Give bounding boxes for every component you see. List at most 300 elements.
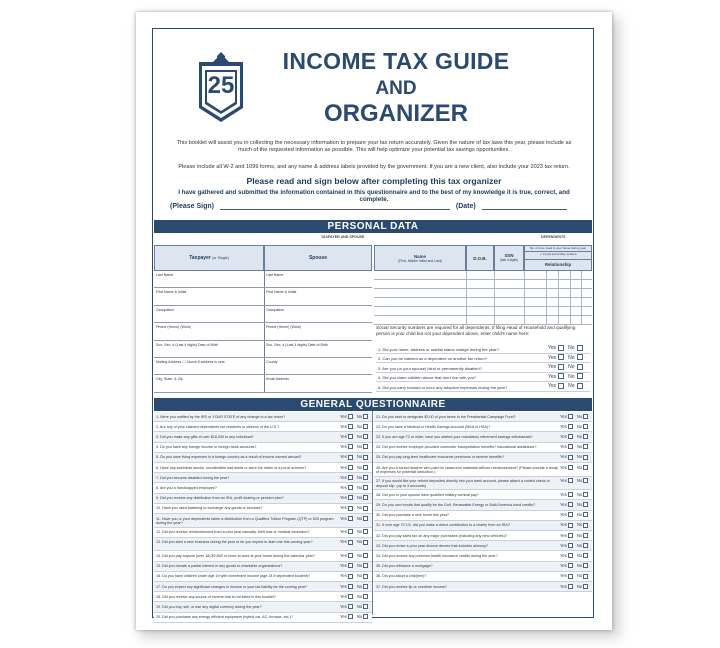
general-question-text: 32. Did you pay sales tax on any major purchases (including any new vehicles)? <box>376 533 507 538</box>
dependent-row[interactable] <box>374 307 592 316</box>
dependent-cell-divider <box>494 316 495 325</box>
no-label: No <box>356 603 363 609</box>
no-label: No <box>356 423 363 429</box>
general-question-yes-no <box>560 465 588 470</box>
general-question-text: 33. Did you revise a prior year divorce decree that includes alimony? <box>376 543 488 548</box>
general-question-text: 21. Do you wish to designate $3.00 of your taxes to the Presidential Campaign Fund? <box>376 414 516 419</box>
date-label: (Date) <box>455 203 476 210</box>
taxpayer-field[interactable] <box>154 341 264 358</box>
dependent-cell-divider <box>524 307 525 316</box>
no-label: No <box>356 495 363 501</box>
dependent-cell-divider <box>570 307 571 316</box>
dependent-cell-divider <box>494 307 495 316</box>
spouse-field[interactable] <box>264 288 372 305</box>
organizer-page <box>136 12 612 630</box>
no-checkbox[interactable] <box>363 584 368 589</box>
general-questionnaire-bar: GENERAL QUESTIONNAIRE <box>154 398 592 411</box>
general-question-text: 30. Did you purchase a new home this year? <box>376 513 449 518</box>
general-question-yes-no <box>340 495 368 500</box>
yes-checkbox[interactable] <box>568 574 573 579</box>
spouse-field-label: Last Name <box>266 273 284 277</box>
dependent-row[interactable] <box>374 289 592 298</box>
no-checkbox[interactable] <box>363 465 368 470</box>
no-label: No <box>356 614 363 620</box>
no-checkbox[interactable] <box>583 434 588 439</box>
personal-question <box>376 345 590 354</box>
intro-text: This booklet will assist you in collecting the necessary information to prepare your tax return accurately. Given the nature of tax laws this year, please include as much of the requested information as possible. This will help optimize your potential tax savings opportunities. <box>176 140 572 153</box>
title-line-2: AND <box>375 78 417 99</box>
general-question-text: 26. Are you a school teacher who paid for classroom materials without reimbursement? (Please provide a recap of expenses for potential deduction.) <box>376 465 559 474</box>
general-question-text: 35. Did you refinance a mortgage? <box>376 564 433 569</box>
no-label: No <box>576 512 583 518</box>
general-question-yes-no <box>560 502 588 507</box>
yes-label: Yes <box>340 573 347 579</box>
dependent-cell-divider <box>524 271 525 280</box>
yes-label: Yes <box>340 614 347 620</box>
dependent-cell-divider <box>466 271 467 280</box>
no-label: No <box>568 364 575 371</box>
no-label: No <box>356 573 363 579</box>
yes-checkbox[interactable] <box>348 614 353 619</box>
general-question-yes-no <box>340 553 368 558</box>
yes-checkbox[interactable] <box>568 455 573 460</box>
no-checkbox[interactable] <box>363 574 368 579</box>
general-question-text: 14. Did you pay anyone (over 18) $2,800 or more to work at your home during the calendar year? <box>156 553 315 558</box>
no-checkbox[interactable] <box>583 444 588 449</box>
spouse-field[interactable] <box>264 375 372 392</box>
ss-note: Social Security numbers are required for all dependents. If filing Head of Household and qualifying person is your child but not your dependent above, enter child's name here: <box>376 325 576 336</box>
no-label: No <box>576 542 583 548</box>
no-label: No <box>356 413 363 419</box>
yes-label: Yes <box>560 501 567 507</box>
no-label: No <box>576 478 583 484</box>
certification-text: I have gathered and submitted the information contained in this questionnaire and to the best of my knowledge it is true, correct, and complete. <box>178 189 570 203</box>
no-checkbox[interactable] <box>583 512 588 517</box>
personal-question-yes-no <box>548 373 583 379</box>
yes-label: Yes <box>560 512 567 518</box>
yes-checkbox[interactable] <box>558 373 564 379</box>
yes-checkbox[interactable] <box>558 364 564 370</box>
general-question-text: 27. If you would like your refund deposited directly into your bank account, please attach a voided check or deposit slip. (up to 3 accounts) <box>376 479 550 488</box>
badge-number: 25 <box>207 72 235 99</box>
title-line-3: ORGANIZER <box>324 100 468 127</box>
yes-checkbox[interactable] <box>348 506 353 511</box>
no-checkbox[interactable] <box>583 478 588 483</box>
dependent-cell-divider <box>558 289 559 298</box>
dependent-cell-divider <box>524 289 525 298</box>
no-label: No <box>356 583 363 589</box>
no-checkbox[interactable] <box>363 455 368 460</box>
yes-label: Yes <box>548 364 557 371</box>
spouse-field[interactable] <box>264 306 372 323</box>
general-question <box>154 528 372 538</box>
general-question-yes-no <box>560 573 588 578</box>
dep-ssn-label: SSN <box>504 253 514 258</box>
yes-label: Yes <box>340 423 347 429</box>
dependent-row[interactable] <box>374 271 592 280</box>
no-checkbox[interactable] <box>583 574 588 579</box>
no-checkbox[interactable] <box>583 455 588 460</box>
spouse-field-label: First Name & Initial <box>266 290 297 295</box>
dependent-cell-divider <box>546 280 547 289</box>
no-label: No <box>576 532 583 538</box>
general-question <box>154 592 372 602</box>
yes-checkbox[interactable] <box>568 434 573 439</box>
yes-checkbox[interactable] <box>568 414 573 419</box>
no-checkbox[interactable] <box>363 594 368 599</box>
general-question <box>374 582 592 592</box>
general-question <box>154 572 372 582</box>
dependent-cell-divider <box>570 298 571 307</box>
no-label: No <box>576 454 583 460</box>
no-checkbox[interactable] <box>583 502 588 507</box>
no-checkbox[interactable] <box>583 424 588 429</box>
yes-checkbox[interactable] <box>348 414 353 419</box>
general-question-yes-no <box>560 414 588 419</box>
general-question-yes-no <box>340 465 368 470</box>
general-question <box>154 551 372 561</box>
yes-checkbox[interactable] <box>348 485 353 490</box>
no-label: No <box>576 552 583 558</box>
no-checkbox[interactable] <box>363 434 368 439</box>
taxpayer-field-label: Phone (Home) (Work) <box>156 325 192 330</box>
general-question-text: 11. Have you or your dependents taken a distribution from a Qualified Tuition Program (QTP) or 529 program during the year? <box>156 516 334 525</box>
dependent-cell-divider <box>466 316 467 325</box>
no-checkbox[interactable] <box>363 444 368 449</box>
yes-label: Yes <box>560 423 567 429</box>
personal-question-text: 5. Did you carry forward or incur any adoption expenses during the year? <box>378 384 508 390</box>
no-checkbox[interactable] <box>363 614 368 619</box>
yes-checkbox[interactable] <box>348 529 353 534</box>
no-checkbox[interactable] <box>583 563 588 568</box>
general-question-text: 20. Did you purchase any energy efficient equipment (hybrid car, AC, furnace, etc.)? <box>156 615 293 620</box>
general-question-text: 7. Did you become disabled during the year? <box>156 475 230 480</box>
taxpayer-header-note: (or Single) <box>212 256 229 260</box>
general-question-text: 15. Did you donate a partial interest in any goods to charitable organizations? <box>156 564 283 569</box>
general-question-text: 29. Do you own bonds that qualify for the Gulf, Renewable Energy or Build America bond credits? <box>376 502 536 507</box>
yes-label: Yes <box>340 413 347 419</box>
general-question-text: 28. Did you or your spouse have qualified military combat pay? <box>376 492 479 497</box>
general-question <box>154 422 372 432</box>
yes-label: Yes <box>340 444 347 450</box>
personal-question <box>376 373 590 382</box>
no-label: No <box>568 354 575 361</box>
personal-question <box>376 383 590 392</box>
yes-checkbox[interactable] <box>348 444 353 449</box>
taxpayer-field-label: First Name & Initial <box>156 290 187 295</box>
general-question-text: 13. Did you start a new business during the year or do you expect to start one this coming year? <box>156 540 313 545</box>
general-question-yes-no <box>340 529 368 534</box>
dep-name-header <box>374 245 466 271</box>
yes-checkbox[interactable] <box>558 383 564 389</box>
dependent-cell-divider <box>494 280 495 289</box>
yes-label: Yes <box>548 373 557 380</box>
yes-label: Yes <box>560 522 567 528</box>
no-checkbox[interactable] <box>363 506 368 511</box>
no-checkbox[interactable] <box>577 373 583 379</box>
general-question-yes-no <box>560 543 588 548</box>
dependent-cell-divider <box>524 280 525 289</box>
general-question <box>374 500 592 510</box>
yes-label: Yes <box>560 444 567 450</box>
yes-checkbox[interactable] <box>348 563 353 568</box>
spouse-field[interactable] <box>264 323 372 340</box>
no-label: No <box>576 522 583 528</box>
no-checkbox[interactable] <box>577 383 583 389</box>
yes-checkbox[interactable] <box>348 465 353 470</box>
personal-question-yes-no <box>548 345 583 351</box>
yes-checkbox[interactable] <box>348 604 353 609</box>
general-question-yes-no <box>340 485 368 490</box>
yes-label: Yes <box>548 382 557 389</box>
no-checkbox[interactable] <box>363 516 368 521</box>
yes-checkbox[interactable] <box>568 533 573 538</box>
general-question-text: 22. Do you have a Medical or Health Savings Account (MSA or HSA)? <box>376 424 491 429</box>
general-question <box>374 541 592 551</box>
spouse-field[interactable] <box>264 358 372 375</box>
general-question-text: 17. Do you expect any significant changes in income or your tax liability for the coming year? <box>156 584 308 589</box>
no-checkbox[interactable] <box>363 529 368 534</box>
dep-student-label: ✓ if post-secondary student <box>525 252 591 260</box>
general-question <box>374 477 592 491</box>
taxpayer-field-label: Occupation <box>156 307 175 312</box>
no-checkbox[interactable] <box>363 553 368 558</box>
no-checkbox[interactable] <box>583 414 588 419</box>
dependent-cell-divider <box>581 271 582 280</box>
taxpayer-field[interactable] <box>154 323 264 340</box>
yes-label: Yes <box>340 552 347 558</box>
yes-label: Yes <box>560 413 567 419</box>
personal-question <box>376 364 590 373</box>
taxpayer-field-label: Soc. Sec. # (Last 4 digits) Date of Birth <box>156 342 218 347</box>
general-question <box>154 463 372 473</box>
general-question-text: 18. Did you receive any source of income that is not listed in this booklet? <box>156 594 276 599</box>
yes-checkbox[interactable] <box>568 563 573 568</box>
dependents-grid <box>374 245 592 325</box>
yes-checkbox[interactable] <box>348 574 353 579</box>
taxpayer-field-label: Mailing Address ☐ Check if address is new <box>156 360 225 364</box>
signature-field[interactable] <box>220 209 450 210</box>
general-question-text: 4. Do you have any foreign income or foreign bank accounts? <box>156 445 257 450</box>
spouse-field[interactable] <box>264 271 372 288</box>
yes-checkbox[interactable] <box>568 465 573 470</box>
taxpayer-field[interactable] <box>154 375 264 392</box>
signature-row <box>170 203 578 210</box>
yes-checkbox[interactable] <box>568 444 573 449</box>
no-checkbox[interactable] <box>583 533 588 538</box>
no-checkbox[interactable] <box>583 523 588 528</box>
yes-checkbox[interactable] <box>558 354 564 360</box>
yes-checkbox[interactable] <box>568 502 573 507</box>
dependent-cell-divider <box>558 280 559 289</box>
taxpayer-header <box>154 245 264 271</box>
dep-dob-header: D.O.B. <box>466 245 494 271</box>
general-question-text: 25. Did you pay long-term healthcare insurance premiums or receive benefits? <box>376 455 504 460</box>
general-question <box>154 432 372 442</box>
taxpayer-field[interactable] <box>154 288 264 305</box>
dependent-cell-divider <box>558 271 559 280</box>
general-question-yes-no <box>340 539 368 544</box>
no-label: No <box>356 464 363 470</box>
personal-question-text: 4. Did you claim children above that don't live with you? <box>378 375 477 381</box>
no-checkbox[interactable] <box>363 563 368 568</box>
general-question <box>374 521 592 531</box>
general-question <box>374 511 592 521</box>
general-question-text: 23. If you are age 73 or older, have you started your mandatory retirement savings withdrawals? <box>376 434 533 439</box>
general-question-yes-no <box>560 553 588 558</box>
sub-dependents: DEPENDENTS <box>541 235 566 239</box>
no-label: No <box>356 484 363 490</box>
general-question-yes-no <box>340 454 368 459</box>
general-question-text: 31. If over age 70 1/2, did you make a direct contribution to a charity from an IRA? <box>376 523 510 528</box>
yes-label: Yes <box>340 593 347 599</box>
general-question-yes-no <box>560 563 588 568</box>
yes-checkbox[interactable] <box>568 543 573 548</box>
no-label: No <box>356 505 363 511</box>
yes-checkbox[interactable] <box>348 424 353 429</box>
general-question <box>154 514 372 528</box>
yes-checkbox[interactable] <box>348 475 353 480</box>
general-question <box>154 613 372 623</box>
general-question-text: 12. Did you receive reimbursement from a prior year casualty, theft loss or medical deduction? <box>156 530 310 535</box>
yes-checkbox[interactable] <box>568 553 573 558</box>
personal-question-yes-no <box>548 383 583 389</box>
general-question-yes-no <box>560 533 588 538</box>
general-question <box>154 504 372 514</box>
taxpayer-field-label: City, State, & Zip <box>156 377 183 382</box>
dependent-cell-divider <box>546 316 547 325</box>
no-label: No <box>356 444 363 450</box>
general-question <box>374 432 592 442</box>
yes-label: Yes <box>560 532 567 538</box>
no-checkbox[interactable] <box>583 492 588 497</box>
no-checkbox[interactable] <box>577 364 583 370</box>
title-line-1: INCOME TAX GUIDE <box>282 48 510 74</box>
dependent-cell-divider <box>558 316 559 325</box>
yes-checkbox[interactable] <box>568 424 573 429</box>
taxpayer-spouse-grid <box>154 245 372 393</box>
dependent-row[interactable] <box>374 298 592 307</box>
general-question <box>154 483 372 493</box>
dependent-cell-divider <box>524 316 525 325</box>
read-sign-heading: Please read and sign below after completing this tax organizer <box>246 176 502 186</box>
yes-checkbox[interactable] <box>568 584 573 589</box>
yes-checkbox[interactable] <box>348 516 353 521</box>
general-question-text: 5. Do you have living expenses in a foreign country as a result of income earned abroad? <box>156 455 302 460</box>
general-question-yes-no <box>340 594 368 599</box>
dependent-cell-divider <box>570 271 571 280</box>
yes-label: Yes <box>340 603 347 609</box>
no-checkbox[interactable] <box>363 475 368 480</box>
yes-label: Yes <box>560 542 567 548</box>
yes-checkbox[interactable] <box>348 553 353 558</box>
no-checkbox[interactable] <box>583 553 588 558</box>
general-question-yes-no <box>340 614 368 619</box>
yes-checkbox[interactable] <box>348 584 353 589</box>
general-question-yes-no <box>560 444 588 449</box>
personal-question-text: 3. Are you (or your spouse) blind or permanently disabled? <box>378 365 482 371</box>
yes-checkbox[interactable] <box>348 455 353 460</box>
no-checkbox[interactable] <box>577 354 583 360</box>
no-checkbox[interactable] <box>363 540 368 545</box>
yes-checkbox[interactable] <box>348 594 353 599</box>
personal-data-bar: PERSONAL DATA <box>154 220 592 233</box>
spouse-field[interactable] <box>264 341 372 358</box>
general-question-text: 36. Did you adopt a child(ren)? <box>376 574 427 579</box>
no-checkbox[interactable] <box>577 345 583 351</box>
no-label: No <box>576 413 583 419</box>
spouse-field-label: Occupation <box>266 307 285 312</box>
yes-checkbox[interactable] <box>558 345 564 351</box>
dep-name-label: Name <box>414 254 426 259</box>
yes-checkbox[interactable] <box>348 434 353 439</box>
dependent-cell-divider <box>558 298 559 307</box>
yes-checkbox[interactable] <box>568 523 573 528</box>
dependent-row[interactable] <box>374 280 592 289</box>
no-label: No <box>356 433 363 439</box>
general-question <box>154 582 372 592</box>
yes-checkbox[interactable] <box>568 478 573 483</box>
general-question <box>374 551 592 561</box>
no-label: No <box>568 382 575 389</box>
dependent-cell-divider <box>570 289 571 298</box>
yes-checkbox[interactable] <box>348 540 353 545</box>
no-checkbox[interactable] <box>583 584 588 589</box>
general-question-yes-no <box>560 512 588 517</box>
general-question <box>154 453 372 463</box>
no-label: No <box>356 474 363 480</box>
general-question <box>374 412 592 422</box>
dep-relationship-header <box>524 245 592 271</box>
no-label: No <box>576 491 583 497</box>
no-checkbox[interactable] <box>583 465 588 470</box>
taxpayer-field[interactable] <box>154 271 264 288</box>
no-label: No <box>356 515 363 521</box>
personal-question-text: 1. Did your name, address or marital status change during the year? <box>378 347 499 352</box>
yes-label: Yes <box>340 505 347 511</box>
dep-name-note: (First, Middle Initial and Last) <box>398 259 442 263</box>
intro-text-2: Please include all W-2 and 1099 forms, and any name & address labels provided by the government. If you are a new client, also include your 2023 tax return. <box>178 164 570 170</box>
yes-label: Yes <box>340 464 347 470</box>
yes-checkbox[interactable] <box>348 495 353 500</box>
general-question-yes-no <box>560 434 588 439</box>
no-checkbox[interactable] <box>363 604 368 609</box>
dependent-row[interactable] <box>374 316 592 325</box>
personal-question-text: 2. Can you be claimed as a dependent on another tax return? <box>378 356 487 362</box>
no-checkbox[interactable] <box>583 543 588 548</box>
taxpayer-field-label: Last Name <box>156 273 174 277</box>
no-label: No <box>576 433 583 439</box>
yes-label: Yes <box>560 433 567 439</box>
no-checkbox[interactable] <box>363 495 368 500</box>
personal-question-yes-no <box>548 364 583 370</box>
date-field[interactable] <box>482 209 567 210</box>
general-question-text: 10. Have you used bartering to exchange any goods or services? <box>156 506 263 511</box>
yes-label: Yes <box>560 583 567 589</box>
no-checkbox[interactable] <box>363 424 368 429</box>
no-checkbox[interactable] <box>363 485 368 490</box>
yes-checkbox[interactable] <box>568 512 573 517</box>
taxpayer-field[interactable] <box>154 306 264 323</box>
no-label: No <box>576 583 583 589</box>
sub-taxpayer-spouse: TAXPAYER AND SPOUSE <box>321 235 365 239</box>
taxpayer-field[interactable] <box>154 358 264 375</box>
general-question <box>154 494 372 504</box>
general-question-text: 16. Do you have children under age 19 with investment income (age 24 if dependent student)? <box>156 574 311 579</box>
no-checkbox[interactable] <box>363 414 368 419</box>
sign-label: (Please Sign) <box>170 203 214 210</box>
yes-checkbox[interactable] <box>568 492 573 497</box>
